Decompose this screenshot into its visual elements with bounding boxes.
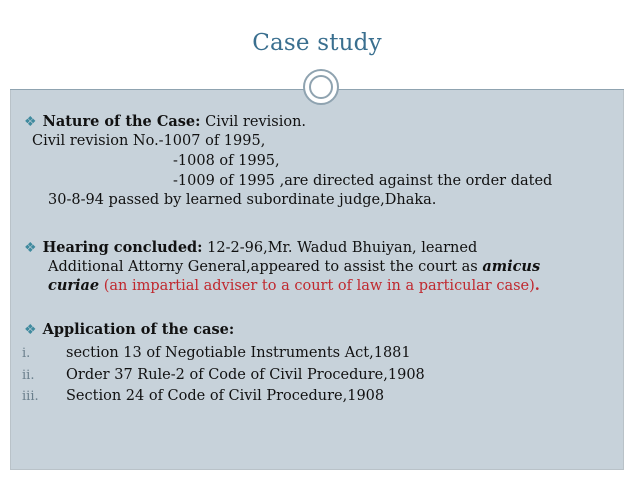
hearing-date-text: 12-2-96,Mr. Wadud Bhuiyan, learned	[207, 240, 478, 256]
application-label: Application of the case:	[42, 321, 235, 338]
revision-line-4: 30-8-94 passed by learned subordinate judge,Dhaka.	[48, 192, 437, 208]
nature-label: Nature of the Case:	[42, 113, 201, 130]
diamond-bullet-icon: ❖	[24, 322, 37, 338]
diamond-bullet-icon: ❖	[24, 114, 37, 130]
hearing-label: Hearing concluded:	[42, 239, 203, 256]
list-number: ii.	[22, 368, 35, 383]
inner-ring	[309, 75, 333, 99]
diamond-bullet-icon: ❖	[24, 240, 37, 256]
amicus-term: amicus	[482, 258, 541, 275]
hearing-line-1	[24, 238, 477, 258]
application-line	[24, 320, 234, 340]
revision-line-3: -1009 of 1995 ,are directed against the order dated	[173, 173, 553, 189]
list-number: i.	[22, 346, 31, 361]
double-ring-icon	[303, 69, 339, 105]
hearing-text-2: Additional Attorny General,appeared to assist the court as	[48, 259, 478, 275]
definition-end: .	[534, 277, 540, 294]
amicus-definition: (an impartial adviser to a court of law in a particular case)	[103, 278, 535, 294]
hearing-line-3	[48, 276, 540, 296]
list-item: section 13 of Negotiable Instruments Act,1881	[66, 345, 411, 361]
nature-value: Civil revision.	[205, 114, 307, 130]
slide-title: Case study	[252, 30, 382, 56]
revision-line-1: Civil revision No.-1007 of 1995,	[32, 133, 266, 149]
hearing-line-2	[48, 257, 540, 277]
list-number: iii.	[22, 389, 39, 404]
curiae-term: curiae	[48, 277, 100, 294]
nature-line	[24, 112, 306, 132]
list-item: Section 24 of Code of Civil Procedure,1908	[66, 388, 385, 404]
revision-line-2: -1008 of 1995,	[173, 153, 280, 169]
list-item: Order 37 Rule-2 of Code of Civil Procedure,1908	[66, 367, 425, 383]
